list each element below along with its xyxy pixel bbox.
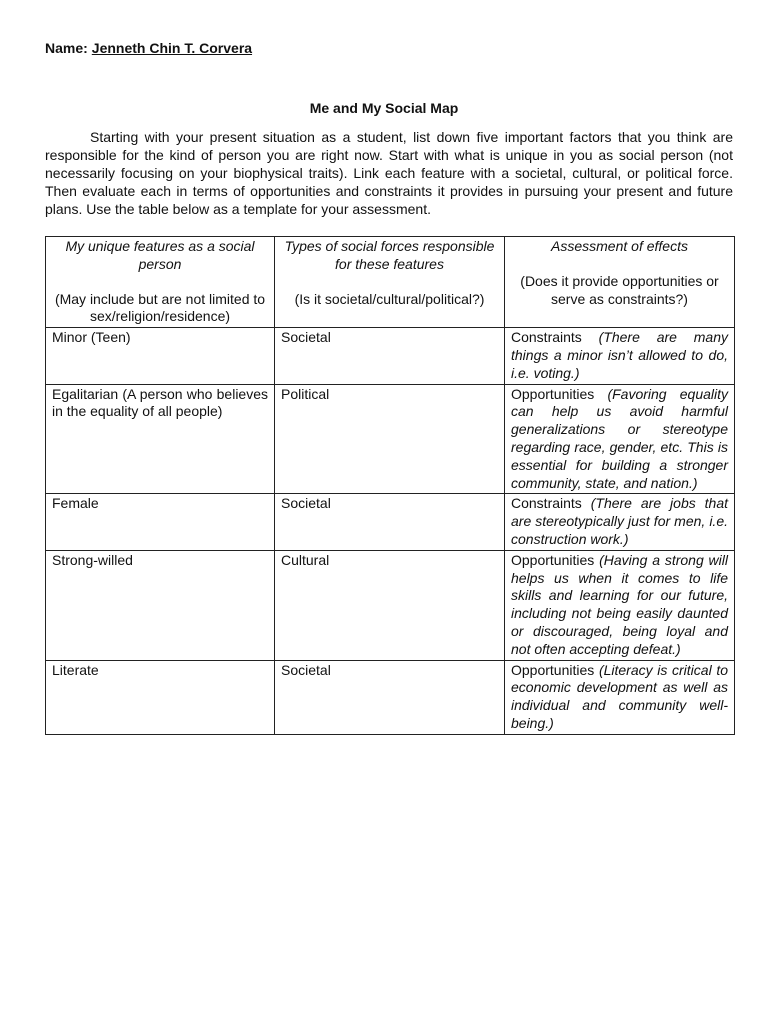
force-cell: Political: [275, 384, 505, 494]
intro-paragraph: Starting with your present situation as a student, list down five important factors that you think are responsible for the kind of person you are right now. Start with what is unique in you as social person (not necessarily focusing on your biophysical traits). Link each feature with a societal, cultural, or political force. Then evaluate each in terms of opportunities and constraints it provides in pursuing your present and future plans. Use the table below as a template for your assessment.: [45, 129, 733, 217]
assessment-label: Constraints: [511, 329, 582, 346]
name-label: Name:: [45, 40, 88, 56]
header-features-note: (May include but are not limited to sex/religion/residence): [54, 290, 266, 325]
assessment-note: (There are many things a minor isn’t allowed to do, i.e. voting.): [511, 329, 728, 381]
assessment-cell: [505, 328, 735, 384]
table-row: [46, 494, 735, 550]
header-features: [46, 237, 275, 328]
header-social-forces: [275, 237, 505, 328]
assessment-label: Opportunities: [511, 661, 595, 678]
name-value: Jenneth Chin T. Corvera: [91, 40, 253, 56]
assessment-note: (Literacy is critical to economic development as well as individual and community well-being.): [511, 661, 729, 731]
assessment-cell: [505, 660, 735, 734]
assessment-label: Opportunities: [511, 385, 595, 402]
header-assessment-note: (Does it provide opportunities or serve as constraints?): [520, 272, 719, 307]
force-cell: Cultural: [275, 550, 505, 660]
assessment-cell: [505, 494, 735, 550]
assessment-cell: [505, 550, 735, 660]
force-cell: Societal: [275, 660, 505, 734]
force-cell: Societal: [275, 494, 505, 550]
table-row: [46, 384, 735, 494]
name-line: [45, 40, 252, 56]
feature-cell: Minor (Teen): [46, 328, 275, 384]
force-cell: Societal: [275, 328, 505, 384]
header-social-forces-title: Types of social forces responsible for these features: [284, 238, 495, 272]
page-title: Me and My Social Map: [309, 100, 459, 116]
table-row: [46, 550, 735, 660]
assessment-note: (There are jobs that are stereotypically just for men, i.e. construction work.): [511, 495, 728, 547]
assessment-cell: [505, 384, 735, 494]
social-map-table: [45, 236, 735, 735]
header-assessment-title: Assessment of effects: [551, 238, 688, 254]
assessment-note: (Favoring equality can help us avoid harmful generalizations or stereotype regarding race, gender, etc. This is essential for building a stronger community, state, and nation.): [511, 385, 729, 491]
feature-cell: Female: [46, 494, 275, 550]
header-features-title: My unique features as a social person: [65, 238, 255, 272]
assessment-label: Constraints: [511, 495, 582, 512]
table-row: [46, 660, 735, 734]
table-header-row: [46, 237, 735, 328]
assessment-note: (Having a strong will helps us when it comes to life skills and learning for our future, including not being easily daunted or discouraged, being loyal and not often accepting defeat.): [511, 551, 728, 657]
table-row: [46, 328, 735, 384]
feature-cell: Egalitarian (A person who believes in the equality of all people): [46, 384, 275, 494]
header-social-forces-note: (Is it societal/cultural/political?): [294, 290, 485, 307]
assessment-label: Opportunities: [511, 551, 595, 568]
feature-cell: Strong-willed: [46, 550, 275, 660]
feature-cell: Literate: [46, 660, 275, 734]
header-assessment: [505, 237, 735, 328]
